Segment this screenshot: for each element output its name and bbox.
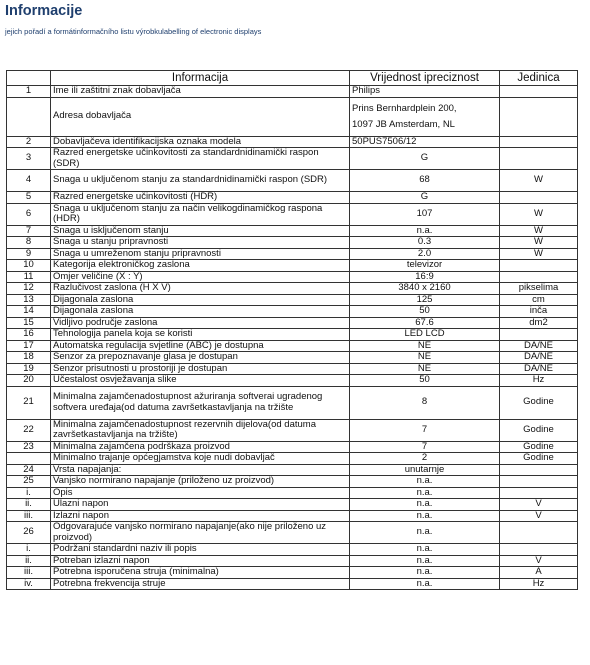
row-unit xyxy=(500,148,578,170)
row-value: 7 xyxy=(350,441,500,453)
table-row xyxy=(7,352,578,364)
row-number: iii. xyxy=(7,510,51,522)
row-info: Senzor za prepoznavanje glasa je dostupan xyxy=(51,352,350,364)
row-value: Philips xyxy=(350,86,500,98)
row-number: 22 xyxy=(7,419,51,441)
row-info: Razlučivost zaslona (H X V) xyxy=(51,283,350,295)
row-number: 18 xyxy=(7,352,51,364)
row-info: Odgovarajuće vanjsko normirano napajanje(ako nije priloženo uz proizvod) xyxy=(51,522,350,544)
row-unit: pikselima xyxy=(500,283,578,295)
row-info: Potreban izlazni napon xyxy=(51,555,350,567)
row-unit xyxy=(500,329,578,341)
row-value: n.a. xyxy=(350,476,500,488)
row-number: 1 xyxy=(7,86,51,98)
row-info: Snaga u uključenom stanju za način velikogdinamičkog raspona (HDR) xyxy=(51,203,350,225)
row-value: 125 xyxy=(350,294,500,306)
row-number: 23 xyxy=(7,441,51,453)
row-value: unutarnje xyxy=(350,464,500,476)
row-unit: W xyxy=(500,248,578,260)
table-row xyxy=(7,578,578,590)
row-info: Tehnologija panela koja se koristi xyxy=(51,329,350,341)
row-number: 24 xyxy=(7,464,51,476)
row-unit: Godine xyxy=(500,419,578,441)
row-number: 3 xyxy=(7,148,51,170)
table-row xyxy=(7,567,578,579)
row-value: n.a. xyxy=(350,225,500,237)
row-info: Snaga u umreženom stanju pripravnosti xyxy=(51,248,350,260)
row-unit: W xyxy=(500,237,578,249)
column-header-value: Vrijednost ipreciznost xyxy=(350,71,500,86)
table-row xyxy=(7,148,578,170)
row-value: n.a. xyxy=(350,522,500,544)
table-row xyxy=(7,225,578,237)
row-value: Prins Bernhardplein 200, 1097 JB Amsterdam, NL xyxy=(350,97,500,136)
row-unit xyxy=(500,487,578,499)
row-unit xyxy=(500,192,578,204)
row-info: Senzor prisutnosti u prostoriji je dostupan xyxy=(51,363,350,375)
row-info: Razred energetske učinkovitosti (HDR) xyxy=(51,192,350,204)
row-value: n.a. xyxy=(350,487,500,499)
row-unit: dm2 xyxy=(500,317,578,329)
row-info: Minimalno trajanje općegjamstva koje nudi dobavljač xyxy=(51,453,350,465)
row-number: 5 xyxy=(7,192,51,204)
table-row xyxy=(7,86,578,98)
table-row xyxy=(7,136,578,148)
table-header-row xyxy=(7,71,578,86)
row-info: Učestalost osvježavanja slike xyxy=(51,375,350,387)
row-info: Izlazni napon xyxy=(51,510,350,522)
row-value: 0.3 xyxy=(350,237,500,249)
row-value: NE xyxy=(350,352,500,364)
product-info-table xyxy=(6,70,578,590)
table-row xyxy=(7,487,578,499)
row-info: Adresa dobavljača xyxy=(51,97,350,136)
row-info: Potrebna frekvencija struje xyxy=(51,578,350,590)
row-info: Vanjsko normirano napajanje (priloženo uz proizvod) xyxy=(51,476,350,488)
table-row xyxy=(7,248,578,260)
row-unit: Hz xyxy=(500,375,578,387)
table-row xyxy=(7,499,578,511)
row-info: Snaga u isključenom stanju xyxy=(51,225,350,237)
column-header-info: Informacija xyxy=(51,71,350,86)
table-row xyxy=(7,260,578,272)
row-info: Opis xyxy=(51,487,350,499)
row-info: Dobavljačeva identifikacijska oznaka modela xyxy=(51,136,350,148)
row-value: n.a. xyxy=(350,499,500,511)
table-row xyxy=(7,544,578,556)
row-unit: cm xyxy=(500,294,578,306)
row-value: NE xyxy=(350,363,500,375)
row-unit: Godine xyxy=(500,453,578,465)
row-unit: inča xyxy=(500,306,578,318)
row-value: n.a. xyxy=(350,555,500,567)
row-number: 19 xyxy=(7,363,51,375)
row-info: Snaga u uključenom stanju za standardnidinamički raspon (SDR) xyxy=(51,170,350,192)
table-row xyxy=(7,464,578,476)
table-row xyxy=(7,237,578,249)
table-row xyxy=(7,192,578,204)
row-number: 26 xyxy=(7,522,51,544)
row-info: Podržani standardni naziv ili popis xyxy=(51,544,350,556)
row-unit: V xyxy=(500,510,578,522)
table-row xyxy=(7,510,578,522)
row-value: n.a. xyxy=(350,567,500,579)
row-unit: DA/NE xyxy=(500,363,578,375)
table-row xyxy=(7,386,578,419)
row-number: 12 xyxy=(7,283,51,295)
table-row xyxy=(7,317,578,329)
row-unit: V xyxy=(500,499,578,511)
row-unit xyxy=(500,86,578,98)
row-unit xyxy=(500,476,578,488)
row-info: Ime ili zaštitni znak dobavljača xyxy=(51,86,350,98)
row-info: Dijagonala zaslona xyxy=(51,306,350,318)
row-value: 50 xyxy=(350,306,500,318)
row-number: 2 xyxy=(7,136,51,148)
table-row xyxy=(7,555,578,567)
table-row xyxy=(7,329,578,341)
row-number: i. xyxy=(7,487,51,499)
row-info: Minimalna zajamčenadostupnost rezervnih dijelova(od datuma završetkastavljanja na tržište) xyxy=(51,419,350,441)
row-value: 2.0 xyxy=(350,248,500,260)
row-unit: Godine xyxy=(500,441,578,453)
row-unit xyxy=(500,136,578,148)
row-value: 7 xyxy=(350,419,500,441)
row-value: 107 xyxy=(350,203,500,225)
row-number: 13 xyxy=(7,294,51,306)
row-unit xyxy=(500,260,578,272)
row-info: Dijagonala zaslona xyxy=(51,294,350,306)
row-unit xyxy=(500,522,578,544)
row-unit: DA/NE xyxy=(500,340,578,352)
row-value: G xyxy=(350,192,500,204)
table-row xyxy=(7,203,578,225)
row-value: 67.6 xyxy=(350,317,500,329)
row-value: 3840 x 2160 xyxy=(350,283,500,295)
row-number: 6 xyxy=(7,203,51,225)
table-row xyxy=(7,97,578,136)
row-value: televizor xyxy=(350,260,500,272)
row-number: 9 xyxy=(7,248,51,260)
table-row xyxy=(7,306,578,318)
row-value: 68 xyxy=(350,170,500,192)
row-info: Potrebna isporučena struja (minimalna) xyxy=(51,567,350,579)
row-value: 50 xyxy=(350,375,500,387)
row-info: Vrsta napajanja: xyxy=(51,464,350,476)
row-info: Minimalna zajamčena podrškaza proizvod xyxy=(51,441,350,453)
table-row xyxy=(7,441,578,453)
row-info: Ulazni napon xyxy=(51,499,350,511)
row-info: Razred energetske učinkovitosti za standardnidinamički raspon (SDR) xyxy=(51,148,350,170)
row-number: ii. xyxy=(7,555,51,567)
table-row xyxy=(7,476,578,488)
row-info: Snaga u stanju pripravnosti xyxy=(51,237,350,249)
row-number: 4 xyxy=(7,170,51,192)
row-info: Minimalna zajamčenadostupnost ažuriranja softverai ugradenog softvera uređaja(od datuma završetkastavljanja na tržište xyxy=(51,386,350,419)
table-row xyxy=(7,340,578,352)
table-body xyxy=(7,86,578,590)
row-value: n.a. xyxy=(350,578,500,590)
row-number xyxy=(7,453,51,465)
row-info: Vidljivo područje zaslona xyxy=(51,317,350,329)
row-number: 11 xyxy=(7,271,51,283)
row-unit: A xyxy=(500,567,578,579)
row-value: 2 xyxy=(350,453,500,465)
row-value: 50PUS7506/12 xyxy=(350,136,500,148)
row-unit: Hz xyxy=(500,578,578,590)
row-unit: W xyxy=(500,225,578,237)
row-info: Automatska regulacija svjetline (ABC) je dostupna xyxy=(51,340,350,352)
column-header-number xyxy=(7,71,51,86)
table-row xyxy=(7,522,578,544)
page-title: Informacije xyxy=(5,3,83,19)
row-number: 7 xyxy=(7,225,51,237)
table-row xyxy=(7,453,578,465)
row-unit xyxy=(500,271,578,283)
row-number: i. xyxy=(7,544,51,556)
row-unit xyxy=(500,544,578,556)
row-info: Kategorija elektroničkog zaslona xyxy=(51,260,350,272)
table-row xyxy=(7,294,578,306)
table-row xyxy=(7,363,578,375)
row-number: 20 xyxy=(7,375,51,387)
row-unit xyxy=(500,464,578,476)
table-row xyxy=(7,419,578,441)
row-unit: W xyxy=(500,203,578,225)
row-value: 8 xyxy=(350,386,500,419)
row-value: LED LCD xyxy=(350,329,500,341)
table-row xyxy=(7,375,578,387)
row-unit: DA/NE xyxy=(500,352,578,364)
row-unit: V xyxy=(500,555,578,567)
table-row xyxy=(7,271,578,283)
row-number: 17 xyxy=(7,340,51,352)
row-number: 14 xyxy=(7,306,51,318)
row-number: 25 xyxy=(7,476,51,488)
row-number: 8 xyxy=(7,237,51,249)
row-number: 21 xyxy=(7,386,51,419)
table-row xyxy=(7,283,578,295)
page-subtitle: jejich pořadí a formátinformačního listu výrobkulabelling of electronic displays xyxy=(5,27,262,36)
row-value: n.a. xyxy=(350,510,500,522)
row-unit: Godine xyxy=(500,386,578,419)
row-number: ii. xyxy=(7,499,51,511)
row-info: Omjer veličine (X : Y) xyxy=(51,271,350,283)
row-value: G xyxy=(350,148,500,170)
row-number: iv. xyxy=(7,578,51,590)
row-unit xyxy=(500,97,578,136)
row-unit: W xyxy=(500,170,578,192)
row-value: 16:9 xyxy=(350,271,500,283)
row-number xyxy=(7,97,51,136)
row-number: 16 xyxy=(7,329,51,341)
row-number: 15 xyxy=(7,317,51,329)
table-row xyxy=(7,170,578,192)
row-number: 10 xyxy=(7,260,51,272)
row-value: NE xyxy=(350,340,500,352)
row-value: n.a. xyxy=(350,544,500,556)
column-header-unit: Jedinica xyxy=(500,71,578,86)
row-number: iii. xyxy=(7,567,51,579)
